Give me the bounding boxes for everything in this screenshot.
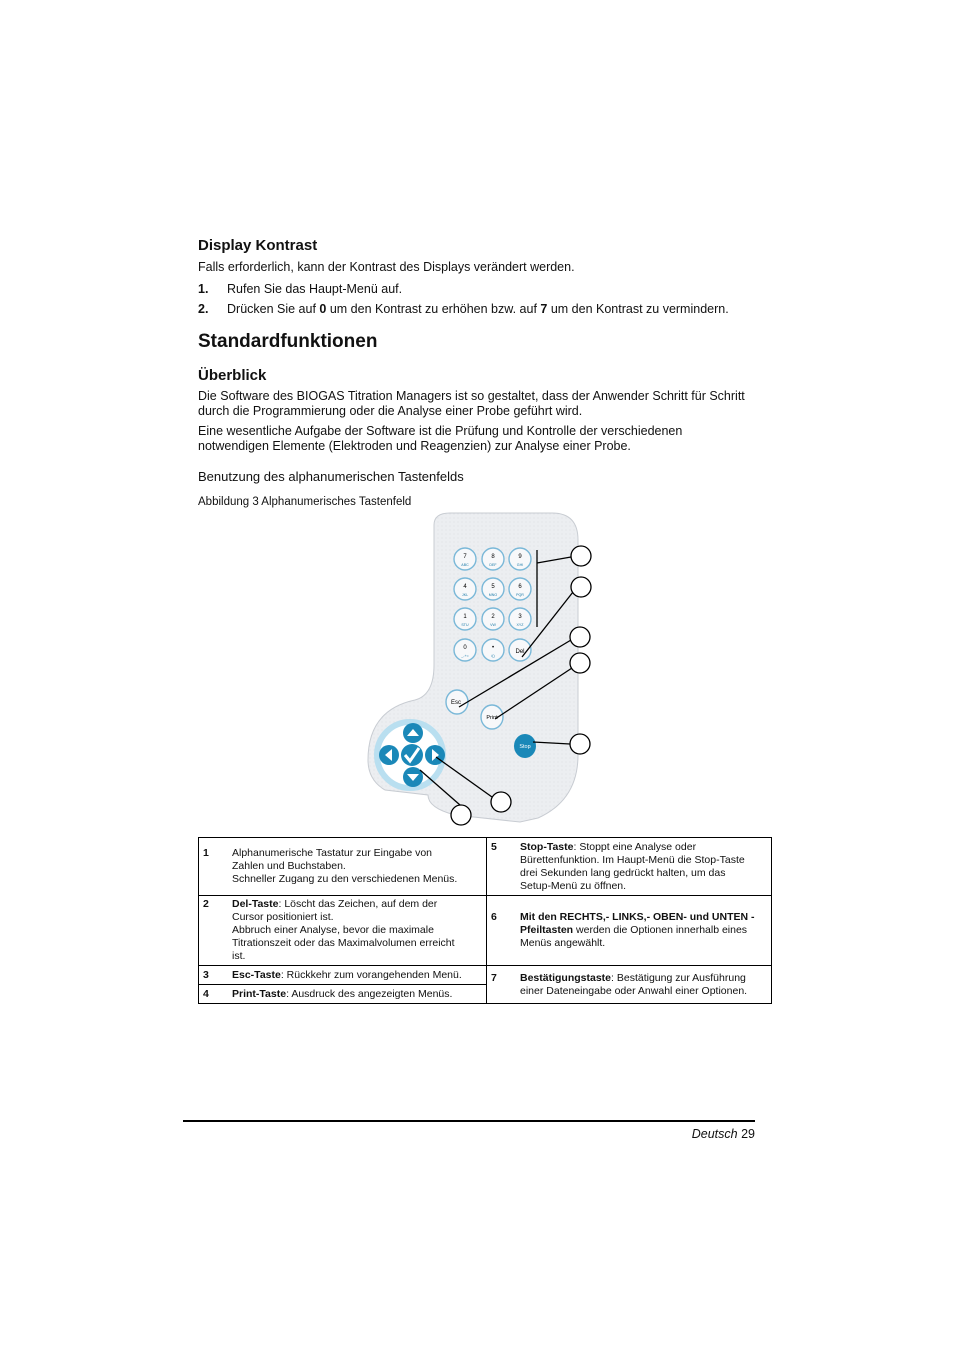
legend-cell-5: 5 Stop-Taste: Stoppt eine Analyse oder Bürettenfunktion. Im Haupt-Menü die Stop-Taste drei Sekunden lang gedrückt halten, um das Setup-Menü zu öffnen.	[487, 838, 772, 896]
page-footer	[692, 1127, 755, 1141]
key-esc	[446, 690, 468, 714]
step-text: Drücken Sie auf 0 um den Kontrast zu erhöhen bzw. auf 7 um den Kontrast zu vermindern.	[227, 302, 729, 316]
svg-text:8: 8	[491, 554, 495, 560]
key-8	[482, 548, 504, 570]
svg-text:JKL: JKL	[461, 593, 469, 597]
svg-text:PQR: PQR	[516, 593, 524, 597]
svg-text:_-+=: _-+=	[461, 654, 469, 658]
legend-cell-3: 3 Esc-Taste: Rückkehr zum vorangehenden Menü.	[199, 966, 487, 985]
steps-list	[198, 282, 758, 322]
svg-text:/(): /()	[491, 654, 495, 658]
svg-text:3: 3	[518, 614, 522, 620]
step-number: 2.	[198, 302, 209, 316]
svg-text:GHI: GHI	[516, 563, 524, 567]
key-6	[509, 578, 531, 600]
svg-text:4: 4	[463, 584, 467, 590]
key-9	[509, 548, 531, 570]
legend-cell-2: 2 Del-Taste: Löscht das Zeichen, auf dem der Cursor positioniert ist. Abbruch einer Analyse, bevor die maximale Titrationszeit oder das Maximalvolumen erreicht ist.	[199, 896, 487, 966]
legend-cell-1: 1 Alphanumerische Tastatur zur Eingabe von Zahlen und Buchstaben. Schneller Zugang zu den verschiedenen Menüs.	[199, 838, 487, 896]
svg-text:0: 0	[463, 645, 467, 651]
svg-text:2: 2	[491, 614, 495, 620]
keypad-figure	[360, 505, 620, 830]
section-heading-display-contrast: Display Kontrast	[198, 237, 318, 254]
key-2	[482, 608, 504, 630]
figure-caption: Abbildung 3 Alphanumerisches Tastenfeld	[198, 496, 412, 508]
svg-text:DEF: DEF	[489, 563, 497, 567]
svg-text:ABC: ABC	[461, 563, 469, 567]
svg-text:STU: STU	[461, 623, 469, 627]
display-intro: Falls erforderlich, kann der Kontrast des Displays verändert werden.	[198, 260, 575, 274]
svg-text:6: 6	[518, 584, 522, 590]
svg-text:XYZ: XYZ	[516, 623, 524, 627]
svg-text:Del: Del	[515, 649, 525, 655]
key-1	[454, 608, 476, 630]
svg-text:VW: VW	[490, 623, 496, 627]
svg-text:5: 5	[491, 584, 495, 590]
key-print	[481, 705, 503, 729]
subsection-heading-keypad: Benutzung des alphanumerischen Tastenfelds	[198, 469, 464, 484]
legend-table	[198, 837, 772, 1004]
footer-rule	[183, 1120, 755, 1122]
step-text: Rufen Sie das Haupt-Menü auf.	[227, 282, 403, 296]
key-zero: 0	[319, 302, 327, 316]
legend-cell-6: 6 Mit den RECHTS,- LINKS,- OBEN- und UNTEN - Pfeiltasten werden die Optionen innerhalb eines Menüs angewählt.	[487, 896, 772, 966]
page-number: 29	[741, 1127, 755, 1141]
svg-text:Print: Print	[486, 715, 498, 721]
key-0	[454, 639, 476, 661]
svg-text:MNO: MNO	[488, 593, 498, 597]
svg-text:9: 9	[518, 554, 522, 560]
key-seven: 7	[540, 302, 548, 316]
svg-text:Esc: Esc	[450, 700, 462, 706]
step-number: 1.	[198, 282, 209, 296]
legend-cell-4: 4 Print-Taste: Ausdruck des angezeigten Menüs.	[199, 985, 487, 1004]
key-3	[509, 608, 531, 630]
key-stop	[514, 734, 536, 758]
navigation-pad	[377, 722, 445, 788]
overview-paragraph-2: Eine wesentliche Aufgabe der Software ist die Prüfung und Kontrolle der verschiedenen notwendigen Elemente (Elektroden und Reagenzien) zur Analyse einer Probe.	[198, 424, 683, 453]
key-dot	[482, 639, 504, 661]
svg-text:7: 7	[463, 554, 467, 560]
key-5	[482, 578, 504, 600]
svg-text:1: 1	[463, 614, 467, 620]
key-4	[454, 578, 476, 600]
legend-cell-7: 7 Bestätigungstaste: Bestätigung zur Ausführung einer Dateneingabe oder Anwahl einer Optionen.	[487, 966, 772, 1004]
section-heading-standard-functions: Standardfunktionen	[198, 331, 378, 352]
svg-text:Stop: Stop	[519, 744, 531, 750]
checkmark-icon	[401, 744, 423, 766]
svg-text:•: •	[491, 645, 495, 651]
overview-paragraph-1: Die Software des BIOGAS Titration Managers ist so gestaltet, dass der Anwender Schritt für Schritt durch die Programmierung oder die Analyse einer Probe geführt wird.	[198, 389, 745, 418]
footer-language: Deutsch	[691, 1127, 738, 1141]
key-7	[454, 548, 476, 570]
subsection-heading-overview: Überblick	[198, 367, 267, 384]
